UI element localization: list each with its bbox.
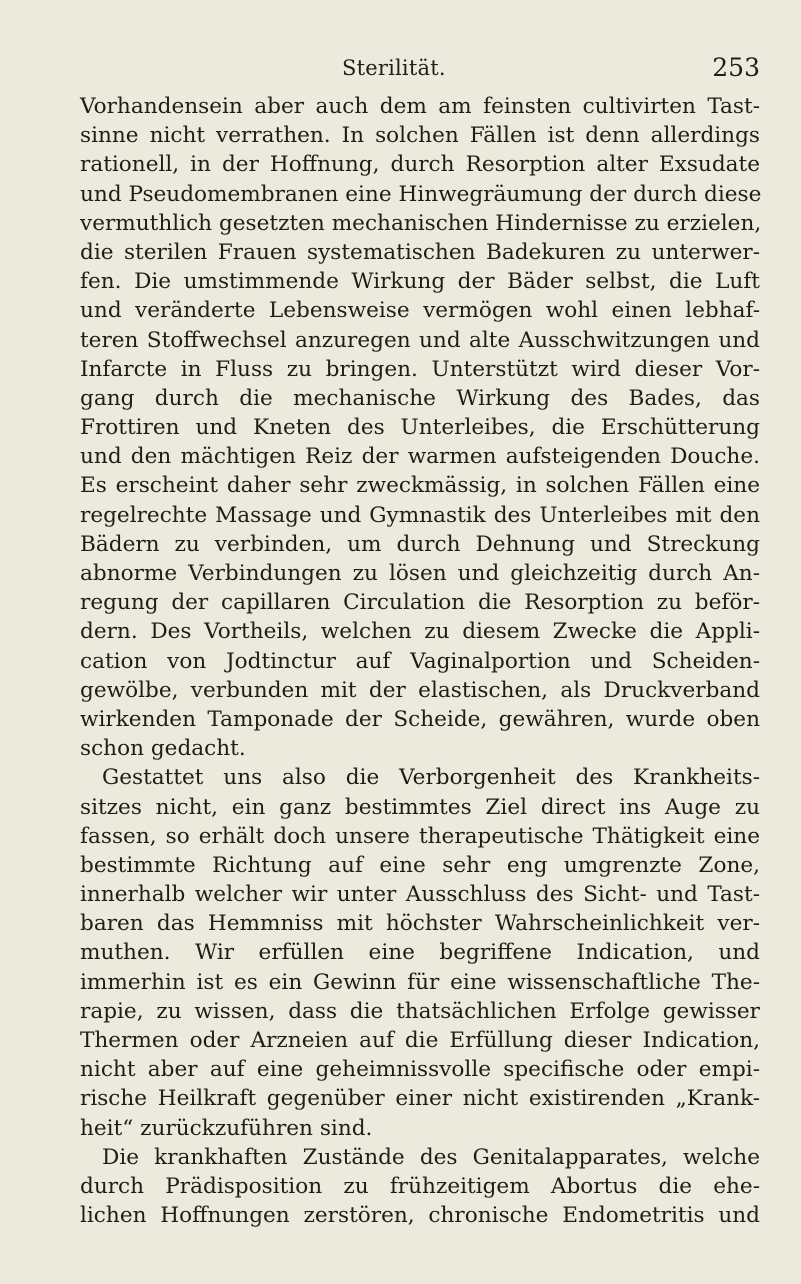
text-line: vermuthlich gesetzten mechanischen Hindernisse zu erzielen, bbox=[80, 210, 762, 236]
text-line-paragraph-end: heit“ zurückzuführen sind. bbox=[80, 1115, 373, 1141]
text-line: Infarcte in Fluss zu bringen. Unterstützt wird dieser Vor- bbox=[80, 356, 760, 382]
text-line: fen. Die umstimmende Wirkung der Bäder selbst, die Luft bbox=[80, 269, 760, 295]
text-line: fassen, so erhält doch unsere therapeutische Thätigkeit eine bbox=[80, 823, 760, 849]
text-line: cation von Jodtinctur auf Vaginalportion und Scheiden- bbox=[80, 648, 760, 674]
text-line: Es erscheint daher sehr zweckmässig, in solchen Fällen eine bbox=[80, 473, 760, 499]
text-line: immerhin ist es ein Gewinn für eine wissenschaftliche The- bbox=[80, 969, 760, 995]
text-line: sinne nicht verrathen. In solchen Fällen ist denn allerdings bbox=[80, 123, 760, 149]
text-line: Frottiren und Kneten des Unterleibes, die Erschütterung bbox=[80, 415, 760, 441]
text-line: durch Prädisposition zu frühzeitigem Abortus die ehe- bbox=[80, 1173, 760, 1199]
text-line: innerhalb welcher wir unter Ausschluss des Sicht- und Tast- bbox=[80, 882, 760, 908]
text-line: sitzes nicht, ein ganz bestimmtes Ziel direct ins Auge zu bbox=[80, 794, 760, 820]
text-line: lichen Hoffnungen zerstören, chronische Endometritis und bbox=[80, 1203, 760, 1229]
text-line-paragraph-start: Gestattet uns also die Verborgenheit des Krankheits- bbox=[102, 765, 760, 791]
text-line: und Pseudomembranen eine Hinwegräumung der durch diese bbox=[80, 181, 762, 207]
text-line: regung der capillaren Circulation die Resorption zu beför- bbox=[80, 590, 760, 616]
text-line: regelrechte Massage und Gymnastik des Unterleibes mit den bbox=[80, 502, 760, 528]
text-line: gang durch die mechanische Wirkung des Bades, das bbox=[80, 385, 760, 411]
text-line: rapie, zu wissen, dass die thatsächlichen Erfolge gewisser bbox=[80, 998, 760, 1024]
text-line: Bädern zu verbinden, um durch Dehnung und Streckung bbox=[80, 531, 760, 557]
text-line: gewölbe, verbunden mit der elastischen, als Druckverband bbox=[80, 677, 760, 703]
text-line: baren das Hemmniss mit höchster Wahrscheinlichkeit ver- bbox=[80, 911, 760, 937]
text-line: die sterilen Frauen systematischen Badekuren zu unterwer- bbox=[80, 239, 760, 265]
text-line: rationell, in der Hoffnung, durch Resorption alter Exsudate bbox=[80, 152, 760, 178]
text-line: wirkenden Tamponade der Scheide, gewähren, wurde oben bbox=[80, 706, 760, 732]
body-text bbox=[80, 92, 760, 1230]
text-line: bestimmte Richtung auf eine sehr eng umgrenzte Zone, bbox=[80, 852, 760, 878]
text-line: rische Heilkraft gegenüber einer nicht existirenden „Krank- bbox=[80, 1086, 760, 1112]
text-line: und veränderte Lebensweise vermögen wohl einen lebhaf- bbox=[80, 298, 760, 324]
text-line: abnorme Verbindungen zu lösen und gleichzeitig durch An- bbox=[80, 561, 760, 586]
text-line: und den mächtigen Reiz der warmen aufsteigenden Douche. bbox=[80, 444, 760, 470]
text-line-paragraph-end: schon gedacht. bbox=[80, 736, 246, 762]
page-header bbox=[80, 50, 760, 86]
page-number: 253 bbox=[712, 53, 760, 82]
text-line: teren Stoffwechsel anzuregen und alte Ausschwitzungen und bbox=[80, 327, 760, 353]
text-line: Vorhandensein aber auch dem am feinsten cultivirten Tast- bbox=[80, 94, 760, 119]
running-title: Sterilität. bbox=[342, 56, 446, 80]
text-line-paragraph-start: Die krankhaften Zustände des Genitalapparates, welche bbox=[102, 1144, 760, 1170]
text-line: muthen. Wir erfüllen eine begriffene Indication, und bbox=[80, 940, 760, 966]
text-line: dern. Des Vortheils, welchen zu diesem Zwecke die Appli- bbox=[80, 619, 760, 645]
text-line: nicht aber auf eine geheimnissvolle specifische oder empi- bbox=[80, 1057, 760, 1083]
text-line: Thermen oder Arzneien auf die Erfüllung dieser Indication, bbox=[80, 1028, 760, 1053]
